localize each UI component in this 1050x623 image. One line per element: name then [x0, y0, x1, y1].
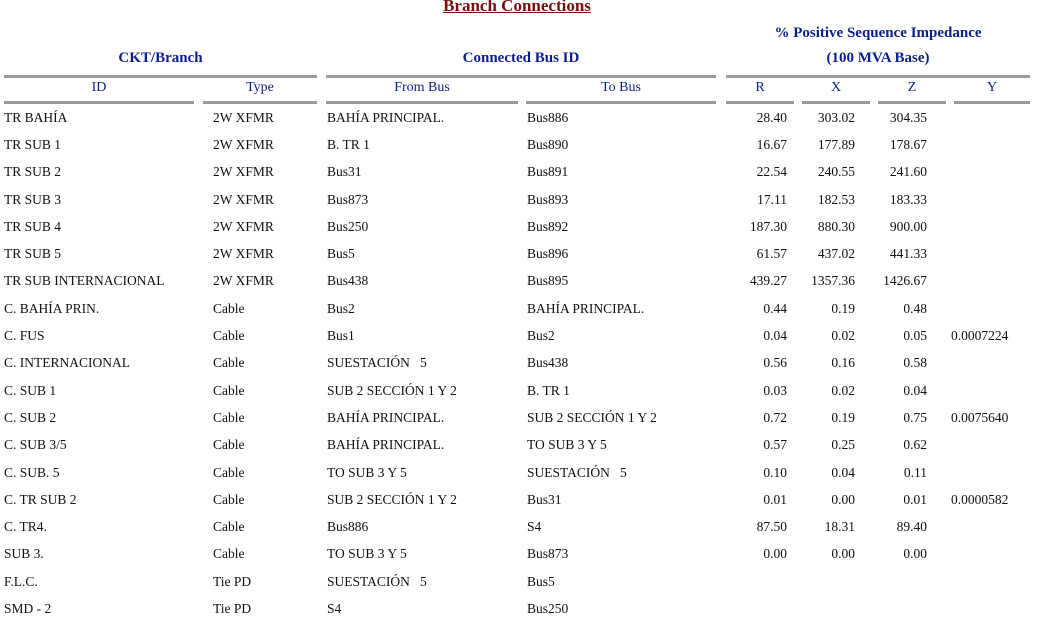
cell-x: 0.00 [831, 491, 855, 507]
cell-type: Cable [213, 355, 245, 371]
column-header-r: R [755, 80, 765, 95]
cell-type: Cable [213, 519, 245, 535]
cell-z: 0.05 [903, 328, 927, 344]
cell-x: 177.89 [817, 136, 855, 152]
cell-to-bus: Bus886 [527, 109, 569, 125]
cell-x: 182.53 [817, 191, 855, 207]
cell-y [927, 459, 1043, 486]
cell-y [927, 104, 1043, 131]
cell-r: 87.50 [756, 519, 787, 535]
cell-type: 2W XFMR [213, 164, 274, 180]
cell-x: 18.31 [824, 519, 855, 535]
cell-type: Cable [213, 328, 245, 344]
cell-id: C. BAHÍA PRIN. [4, 300, 100, 316]
cell-r: 439.27 [749, 273, 787, 289]
cell-from-bus: BAHÍA PRINCIPAL. [327, 437, 445, 453]
cell-r: 0.10 [763, 464, 787, 480]
cell-r: 0.57 [763, 437, 787, 453]
cell-to-bus: Bus31 [527, 491, 562, 507]
cell-type: 2W XFMR [213, 136, 274, 152]
group-header-impedance-line1: % Positive Sequence Impedance [774, 25, 982, 41]
cell-from-bus: BAHÍA PRINCIPAL. [327, 409, 445, 425]
cell-r: 16.67 [756, 136, 787, 152]
cell-y [927, 268, 1043, 295]
cell-z: 183.33 [889, 191, 927, 207]
table-row [4, 186, 1043, 213]
column-header-type: Type [246, 80, 274, 95]
cell-id: TR SUB 3 [4, 191, 62, 207]
table-row [4, 350, 1043, 377]
cell-to-bus: Bus890 [527, 136, 569, 152]
group-rule-connected-bus [326, 75, 716, 78]
cell-from-bus: SUESTACIÓN 5 [327, 573, 427, 589]
table-row [4, 240, 1043, 267]
table-row [4, 568, 1043, 595]
cell-id: F.L.C. [4, 573, 38, 589]
cell-id: TR SUB 1 [4, 136, 62, 152]
cell-r: 0.04 [763, 328, 787, 344]
cell-y [927, 541, 1043, 568]
cell-from-bus: SUESTACIÓN 5 [327, 355, 427, 371]
column-header-z: Z [907, 80, 917, 95]
cell-from-bus: S4 [327, 600, 342, 616]
cell-y [927, 513, 1043, 540]
column-header-x: X [830, 80, 842, 95]
report-title: Branch Connections [443, 0, 591, 15]
cell-id: SMD - 2 [4, 600, 52, 616]
cell-r: 0.56 [763, 355, 787, 371]
table-row [4, 295, 1043, 322]
cell-id: TR SUB 5 [4, 246, 62, 262]
cell-x: 880.30 [817, 218, 855, 234]
table-row [4, 322, 1043, 349]
cell-id: SUB 3. [4, 546, 44, 562]
cell-y [927, 240, 1043, 267]
cell-z: 304.35 [889, 109, 927, 125]
cell-from-bus: Bus2 [327, 300, 355, 316]
cell-id: TR SUB 2 [4, 164, 62, 180]
cell-id: TR SUB INTERNACIONAL [4, 273, 165, 289]
table-row [4, 486, 1043, 513]
cell-type: Cable [213, 409, 245, 425]
cell-from-bus: Bus31 [327, 164, 362, 180]
cell-y [927, 295, 1043, 322]
cell-x: 0.02 [831, 328, 855, 344]
cell-from-bus: SUB 2 SECCIÓN 1 Y 2 [327, 382, 457, 398]
group-header-ckt-branch: CKT/Branch [118, 50, 203, 66]
cell-r: 187.30 [749, 218, 787, 234]
cell-y [927, 186, 1043, 213]
table-row [4, 432, 1043, 459]
cell-z: 0.48 [903, 300, 927, 316]
cell-to-bus: Bus250 [527, 600, 569, 616]
cell-type: Cable [213, 491, 245, 507]
group-header-impedance-line2: (100 MVA Base) [826, 50, 930, 66]
cell-x: 0.25 [831, 437, 855, 453]
cell-id: TR SUB 4 [4, 218, 62, 234]
cell-x: 0.02 [831, 382, 855, 398]
cell-y [927, 568, 1043, 595]
cell-x: 303.02 [817, 109, 855, 125]
cell-from-bus: Bus886 [327, 519, 369, 535]
cell-y [927, 213, 1043, 240]
cell-to-bus: Bus2 [527, 328, 555, 344]
cell-x: 437.02 [817, 246, 855, 262]
cell-from-bus: SUB 2 SECCIÓN 1 Y 2 [327, 491, 457, 507]
cell-to-bus: Bus5 [527, 573, 555, 589]
cell-r: 22.54 [756, 164, 787, 180]
cell-r: 28.40 [756, 109, 787, 125]
cell-from-bus: TO SUB 3 Y 5 [327, 464, 407, 480]
table-row [4, 268, 1043, 295]
cell-r [725, 568, 787, 595]
cell-id: C. TR4. [4, 519, 47, 535]
cell-type: Cable [213, 300, 245, 316]
cell-to-bus: SUB 2 SECCIÓN 1 Y 2 [527, 409, 657, 425]
cell-id: C. FUS [4, 328, 45, 344]
cell-id: TR BAHÍA [4, 109, 68, 125]
cell-id: C. SUB 3/5 [4, 437, 67, 453]
cell-r: 0.01 [763, 491, 787, 507]
cell-z: 900.00 [889, 218, 927, 234]
cell-from-bus: Bus5 [327, 246, 355, 262]
cell-to-bus: BAHÍA PRINCIPAL. [527, 300, 645, 316]
cell-r: 0.72 [763, 409, 787, 425]
cell-z: 1426.67 [883, 273, 927, 289]
cell-to-bus: B. TR 1 [527, 382, 570, 398]
cell-y [927, 159, 1043, 186]
cell-type: Cable [213, 437, 245, 453]
group-rule-impedance [726, 75, 1030, 78]
cell-from-bus: BAHÍA PRINCIPAL. [327, 109, 445, 125]
cell-type: Tie PD [213, 600, 252, 616]
cell-x: 0.00 [831, 546, 855, 562]
cell-r: 61.57 [756, 246, 787, 262]
cell-x: 0.04 [831, 464, 855, 480]
cell-y: 0.0000582 [951, 491, 1009, 507]
table-row [4, 131, 1043, 158]
cell-to-bus: SUESTACIÓN 5 [527, 464, 627, 480]
cell-z: 241.60 [889, 164, 927, 180]
group-rule-ckt-branch [4, 75, 317, 78]
cell-z: 0.58 [903, 355, 927, 371]
cell-from-bus: Bus438 [327, 273, 369, 289]
cell-x: 240.55 [817, 164, 855, 180]
cell-y [927, 377, 1043, 404]
cell-to-bus: Bus873 [527, 546, 569, 562]
column-header-id: ID [91, 80, 107, 95]
cell-y: 0.0075640 [951, 409, 1009, 425]
cell-x: 1357.36 [811, 273, 855, 289]
cell-x: 0.16 [831, 355, 855, 371]
cell-z [855, 568, 927, 595]
cell-r: 0.03 [763, 382, 787, 398]
cell-to-bus: Bus893 [527, 191, 569, 207]
cell-type: Cable [213, 382, 245, 398]
cell-to-bus: TO SUB 3 Y 5 [527, 437, 607, 453]
cell-z: 178.67 [889, 136, 927, 152]
cell-z: 0.11 [903, 464, 927, 480]
table-row [4, 159, 1043, 186]
branch-connections-table-body [4, 104, 1043, 623]
cell-r: 17.11 [757, 191, 787, 207]
cell-r: 0.00 [763, 546, 787, 562]
cell-y [927, 350, 1043, 377]
cell-r: 0.44 [763, 300, 787, 316]
cell-from-bus: Bus873 [327, 191, 369, 207]
cell-x: 0.19 [831, 409, 855, 425]
cell-id: C. INTERNACIONAL [4, 355, 130, 371]
branch-connections-table [4, 104, 1043, 623]
cell-z: 441.33 [889, 246, 927, 262]
cell-from-bus: Bus250 [327, 218, 369, 234]
column-header-to-bus: To Bus [601, 80, 641, 95]
cell-from-bus: TO SUB 3 Y 5 [327, 546, 407, 562]
table-row [4, 404, 1043, 431]
cell-id: C. SUB 2 [4, 409, 57, 425]
cell-x: 0.19 [831, 300, 855, 316]
column-header-from-bus: From Bus [394, 80, 450, 95]
cell-id: C. TR SUB 2 [4, 491, 77, 507]
cell-y [927, 432, 1043, 459]
cell-z: 0.75 [903, 409, 927, 425]
cell-id: C. SUB 1 [4, 382, 57, 398]
cell-to-bus: Bus438 [527, 355, 569, 371]
cell-type: Cable [213, 546, 245, 562]
cell-type: Cable [213, 464, 245, 480]
cell-to-bus: Bus896 [527, 246, 569, 262]
cell-to-bus: Bus892 [527, 218, 569, 234]
cell-type: Tie PD [213, 573, 252, 589]
cell-from-bus: Bus1 [327, 328, 355, 344]
table-row [4, 213, 1043, 240]
column-header-y: Y [986, 80, 998, 95]
cell-type: 2W XFMR [213, 109, 274, 125]
table-row [4, 459, 1043, 486]
cell-y: 0.0007224 [951, 328, 1009, 344]
cell-z: 0.00 [903, 546, 927, 562]
cell-to-bus: S4 [527, 519, 542, 535]
cell-from-bus: B. TR 1 [327, 136, 370, 152]
table-row [4, 104, 1043, 131]
cell-z: 0.01 [903, 491, 927, 507]
cell-id: C. SUB. 5 [4, 464, 60, 480]
cell-type: 2W XFMR [213, 191, 274, 207]
table-row [4, 513, 1043, 540]
group-header-connected-bus: Connected Bus ID [462, 50, 580, 66]
cell-type: 2W XFMR [213, 246, 274, 262]
cell-z: 0.04 [903, 382, 927, 398]
cell-y [927, 131, 1043, 158]
cell-z: 0.62 [903, 437, 927, 453]
cell-to-bus: Bus895 [527, 273, 569, 289]
cell-z: 89.40 [896, 519, 927, 535]
table-row [4, 541, 1043, 568]
cell-to-bus: Bus891 [527, 164, 569, 180]
cell-type: 2W XFMR [213, 273, 274, 289]
cell-x [787, 568, 855, 595]
cell-type: 2W XFMR [213, 218, 274, 234]
table-row [4, 377, 1043, 404]
